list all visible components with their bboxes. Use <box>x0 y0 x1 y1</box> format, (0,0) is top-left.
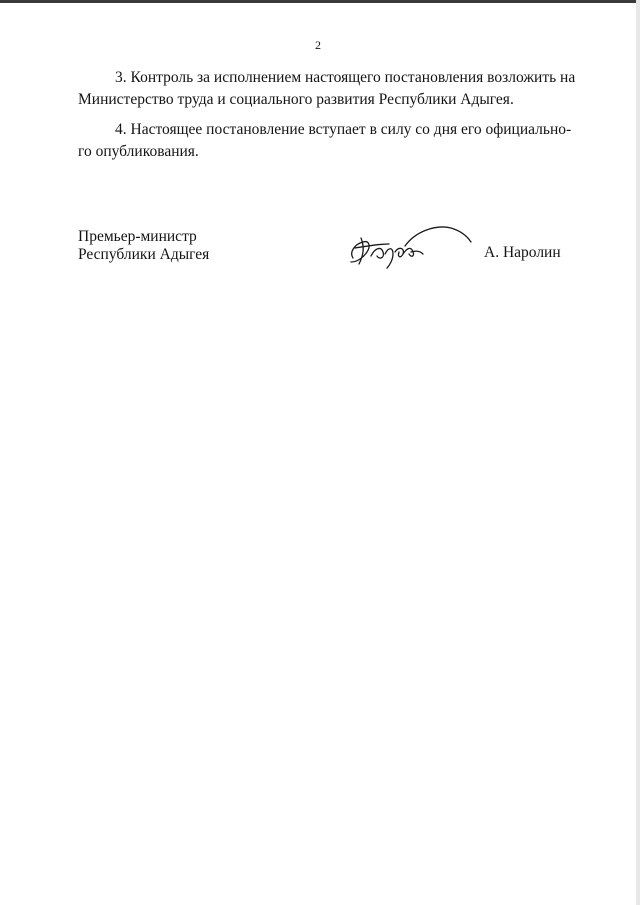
page-top-border <box>0 0 640 3</box>
signatory-position-line-1: Премьер-министр <box>78 228 197 245</box>
handwritten-signature <box>345 222 475 272</box>
paragraph-4 <box>78 119 572 163</box>
paragraph-3-line-1: 3. Контроль за исполнением настоящего постановления возложить на <box>115 69 576 86</box>
page-right-border <box>636 0 640 905</box>
paragraph-3-line-2: Министерство труда и социального развития Республики Адыгея. <box>78 91 514 108</box>
paragraph-4-line-2: го опубликования. <box>78 143 199 160</box>
page-number: 2 <box>315 38 321 52</box>
signatory-position-line-2: Республики Адыгея <box>78 246 210 263</box>
paragraph-3 <box>78 67 576 111</box>
signer-name: А. Наролин <box>484 244 561 261</box>
signatory-position <box>78 228 209 264</box>
paragraph-4-line-1: 4. Настоящее постановление вступает в силу со дня его официально- <box>115 121 572 138</box>
